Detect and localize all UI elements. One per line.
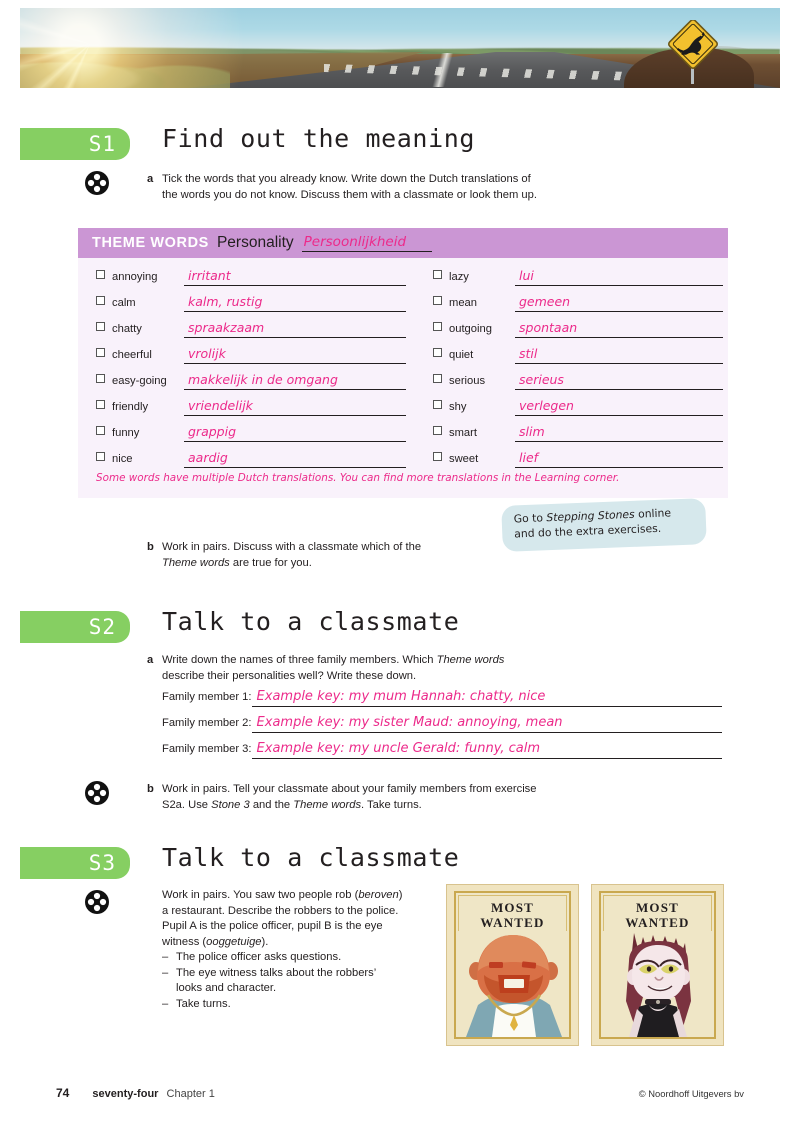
poster-title xyxy=(447,900,578,930)
exercise-s2a xyxy=(147,653,622,684)
callout-line1-post: online xyxy=(634,506,672,521)
theme-words-note: Some words have multiple Dutch translations. You can find more translations in the Learning corner. xyxy=(96,472,620,484)
pair-work-icon xyxy=(84,170,110,196)
callout-line2: and do the extra exercises. xyxy=(514,521,662,541)
theme-word-row xyxy=(433,346,723,372)
dutch-gloss-ooggetuige: ooggetuige xyxy=(206,935,262,948)
checkbox-outgoing[interactable] xyxy=(433,322,442,331)
page-number: 74 xyxy=(56,1086,70,1100)
answer-input-family-member-2[interactable]: Example key: my sister Maud: annoying, mean xyxy=(252,715,722,733)
bullet-item: – The police officer asks questions. xyxy=(162,951,342,963)
theme-word-answer[interactable]: irritant xyxy=(184,268,406,286)
exercise-s1a-line2: the words you do not know. Discuss them with a classmate or look them up. xyxy=(162,188,537,201)
exercise-s3-line4 xyxy=(162,935,442,951)
checkbox-nice[interactable] xyxy=(96,452,105,461)
theme-words-columns xyxy=(78,258,728,465)
checkbox-calm[interactable] xyxy=(96,296,105,305)
checkbox-cheerful[interactable] xyxy=(96,348,105,357)
section-title-s2: Talk to a classmate xyxy=(162,607,460,636)
exercise-s2b-line2-c: . Take turns. xyxy=(361,798,422,811)
poster-title-line2: WANTED xyxy=(625,915,690,930)
theme-words-topic: Personality xyxy=(216,234,294,251)
exercise-s3-line4-a: witness ( xyxy=(162,935,207,948)
theme-word-en: annoying xyxy=(112,271,158,283)
poster-title xyxy=(592,900,723,930)
theme-word-row xyxy=(96,372,406,398)
bullet-text: The police officer asks questions. xyxy=(176,951,342,963)
exercise-s3-line2: a restaurant. Describe the robbers to the police. xyxy=(162,904,399,917)
theme-word-answer[interactable]: kalm, rustig xyxy=(184,294,406,312)
exercise-label-a: a xyxy=(147,654,154,666)
section-code-s2: S2 xyxy=(20,611,130,643)
robber-man-illustration xyxy=(458,931,569,1037)
theme-word-en: serious xyxy=(449,375,486,387)
theme-word-row xyxy=(433,294,723,320)
page-number-words: seventy-four xyxy=(92,1088,159,1100)
exercise-s2a-line1-pre: Write down the names of three family members. Which xyxy=(162,654,437,666)
exercise-s2b-line2-a: S2a. Use xyxy=(162,798,212,811)
theme-word-row xyxy=(433,372,723,398)
pair-work-icon xyxy=(84,780,110,806)
theme-word-answer[interactable]: makkelijk in de omgang xyxy=(184,372,406,390)
theme-word-row xyxy=(96,424,406,450)
theme-word-en: chatty xyxy=(112,323,142,335)
exercise-s2a-line2: describe their personalities well? Write these down. xyxy=(162,669,417,682)
section-title-s3: Talk to a classmate xyxy=(162,843,460,872)
theme-word-en: nice xyxy=(112,453,133,465)
theme-word-answer[interactable]: gemeen xyxy=(515,294,723,312)
exercise-s2b-line2 xyxy=(162,798,632,814)
theme-word-en: calm xyxy=(112,297,136,309)
theme-word-en: funny xyxy=(112,427,140,439)
theme-word-en: cheerful xyxy=(112,349,152,361)
theme-word-row xyxy=(433,424,723,450)
header-photo-banner xyxy=(20,8,780,88)
answer-row-family-member-1 xyxy=(162,689,722,715)
theme-words-kicker: THEME WORDS xyxy=(92,235,209,251)
kangaroo-warning-sign-icon xyxy=(666,20,722,86)
theme-word-answer[interactable]: spraakzaam xyxy=(184,320,406,338)
sun-flare xyxy=(20,8,310,88)
checkbox-smart[interactable] xyxy=(433,426,442,435)
checkbox-easy-going[interactable] xyxy=(96,374,105,383)
answer-label: Family member 2: xyxy=(162,717,252,729)
theme-words-ref: Theme words xyxy=(436,654,505,666)
theme-word-en: smart xyxy=(449,427,477,439)
section-s2 xyxy=(20,607,460,643)
checkbox-serious[interactable] xyxy=(433,374,442,383)
answer-row-family-member-2 xyxy=(162,715,722,741)
theme-word-en: shy xyxy=(449,401,467,413)
theme-word-en: sweet xyxy=(449,453,479,465)
exercise-label-b: b xyxy=(147,783,154,795)
bullet-text: The eye witness talks about the robbers’ xyxy=(176,966,377,979)
theme-words-topic-answer[interactable]: Persoonlijkheid xyxy=(302,234,432,252)
theme-word-answer[interactable]: lui xyxy=(515,268,723,286)
checkbox-chatty[interactable] xyxy=(96,322,105,331)
answer-input-family-member-1[interactable]: Example key: my mum Hannah: chatty, nice xyxy=(252,689,722,707)
theme-word-answer[interactable]: stil xyxy=(515,346,723,364)
theme-word-row xyxy=(96,346,406,372)
most-wanted-posters xyxy=(446,884,724,1046)
exercise-s2b-line1: Work in pairs. Tell your classmate about your family members from exercise xyxy=(162,783,537,795)
pair-work-icon xyxy=(84,889,110,915)
theme-word-answer[interactable]: serieus xyxy=(515,372,723,390)
poster-punk-girl xyxy=(591,884,724,1046)
theme-word-answer[interactable]: vriendelijk xyxy=(184,398,406,416)
exercise-s2b-line2-b: and the xyxy=(249,798,294,811)
checkbox-sweet[interactable] xyxy=(433,452,442,461)
checkbox-quiet[interactable] xyxy=(433,348,442,357)
answer-label: Family member 1: xyxy=(162,691,252,703)
exercise-s1b-line2-post: are true for you. xyxy=(229,556,312,569)
theme-words-ref: Theme words xyxy=(293,798,362,811)
exercise-s3-line1-a: Work in pairs. You saw two people rob ( xyxy=(162,889,359,901)
theme-word-en: lazy xyxy=(449,271,469,283)
stone-ref: Stone 3 xyxy=(211,798,250,811)
exercise-s1a-line1: Tick the words that you already know. Write down the Dutch translations of xyxy=(162,173,531,185)
checkbox-annoying[interactable] xyxy=(96,270,105,279)
bullet-item: – Take turns. xyxy=(162,997,231,1010)
answer-row-family-member-3 xyxy=(162,741,722,767)
section-s3 xyxy=(20,843,460,879)
exercise-s1b-line1: Work in pairs. Discuss with a classmate which of the xyxy=(162,541,422,553)
poster-title-line2: WANTED xyxy=(480,915,545,930)
exercise-s3-line1 xyxy=(162,888,442,904)
exercise-s1b xyxy=(147,540,582,571)
theme-words-ref: Theme words xyxy=(162,556,230,569)
robber-girl-illustration xyxy=(603,931,714,1037)
chapter-label: Chapter 1 xyxy=(166,1088,215,1100)
exercise-s3 xyxy=(162,888,442,1012)
exercise-s1b-line2 xyxy=(162,556,582,572)
theme-word-en: quiet xyxy=(449,349,474,361)
section-code-s1: S1 xyxy=(20,128,130,160)
bullet-text: Take turns. xyxy=(176,997,231,1010)
theme-word-answer[interactable]: aardig xyxy=(184,450,406,468)
poster-title-line1: MOST xyxy=(490,900,535,915)
theme-word-answer[interactable]: grappig xyxy=(184,424,406,442)
theme-word-row xyxy=(96,398,406,424)
theme-words-column-left xyxy=(96,268,406,476)
section-s1 xyxy=(20,124,476,160)
theme-words-column-right xyxy=(433,268,723,476)
checkbox-friendly[interactable] xyxy=(96,400,105,409)
theme-word-en: friendly xyxy=(112,401,149,413)
exercise-s3-line1-b: ) xyxy=(398,889,403,901)
dutch-gloss-beroven: beroven xyxy=(358,889,399,901)
bullet-text: looks and character. xyxy=(176,982,277,994)
exercise-label-b: b xyxy=(147,541,154,553)
theme-word-row xyxy=(433,268,723,294)
theme-word-row xyxy=(433,398,723,424)
callout-brand: Stepping Stones xyxy=(546,507,635,525)
poster-bald-bearded-man xyxy=(446,884,579,1046)
answer-label: Family member 3: xyxy=(162,743,252,755)
exercise-s2b xyxy=(147,782,632,813)
theme-word-answer[interactable]: lief xyxy=(515,450,723,468)
theme-word-en: easy-going xyxy=(112,375,167,387)
theme-word-row xyxy=(433,320,723,346)
theme-word-answer[interactable]: verlegen xyxy=(515,398,723,416)
exercise-s3-line3: Pupil A is the police officer, pupil B is the eye xyxy=(162,920,383,932)
exercise-s3-line4-b: ). xyxy=(261,935,269,948)
exercise-s1a xyxy=(147,172,682,203)
theme-word-row xyxy=(96,268,406,294)
bullet-continuation xyxy=(162,981,442,997)
theme-word-en: mean xyxy=(449,297,477,309)
theme-word-row xyxy=(96,320,406,346)
checkbox-shy[interactable] xyxy=(433,400,442,409)
page-footer xyxy=(56,1086,215,1100)
theme-word-answer[interactable]: spontaan xyxy=(515,320,723,338)
theme-words-box xyxy=(78,228,728,498)
callout-line1-pre: Go to xyxy=(513,511,547,526)
poster-title-line1: MOST xyxy=(635,900,680,915)
section-title-s1: Find out the meaning xyxy=(162,124,476,153)
checkbox-funny[interactable] xyxy=(96,426,105,435)
answer-input-family-member-3[interactable]: Example key: my uncle Gerald: funny, calm xyxy=(252,741,722,759)
theme-word-row xyxy=(96,294,406,320)
exercise-label-a: a xyxy=(147,173,154,185)
theme-word-answer[interactable]: slim xyxy=(515,424,723,442)
exercise-s2a-line1 xyxy=(162,653,622,669)
theme-word-en: outgoing xyxy=(449,323,492,335)
bullet-item: – The eye witness talks about the robbers’ xyxy=(162,966,377,979)
theme-words-header xyxy=(78,228,728,258)
checkbox-lazy[interactable] xyxy=(433,270,442,279)
checkbox-mean[interactable] xyxy=(433,296,442,305)
copyright-notice: © Noordhoff Uitgevers bv xyxy=(638,1088,744,1099)
section-code-s3: S3 xyxy=(20,847,130,879)
theme-word-answer[interactable]: vrolijk xyxy=(184,346,406,364)
